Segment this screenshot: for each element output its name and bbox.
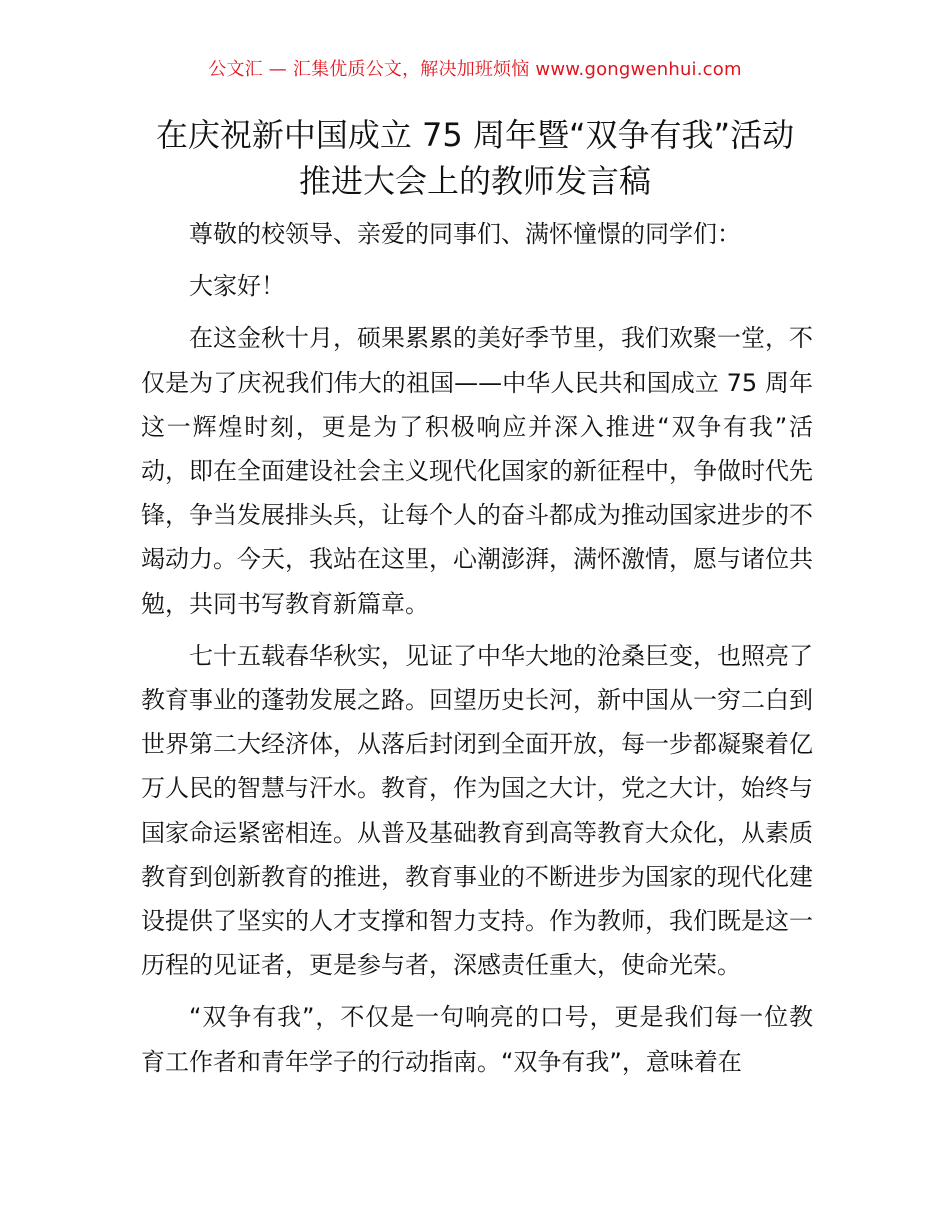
salutation: 尊敬的校领导、亲爱的同事们、满怀憧憬的同学们： — [189, 220, 741, 248]
title-line-1: 在庆祝新中国成立 75 周年暨“双争有我”活动 — [155, 116, 795, 154]
site-banner[interactable]: 公文汇 — 汇集优质公文，解决加班烦恼 www.gongwenhui.com — [208, 59, 742, 80]
document-body — [141, 212, 813, 1092]
paragraph: 在这金秋十月，硕果累累的美好季节里，我们欢聚一堂，不仅是为了庆祝我们伟大的祖国——中华人民共和国成立 75 周年这一辉煌时刻，更是为了积极响应并深入推进“双争有我”活动，即在全面建设社会主义现代化国家的新征程中，争做时代先锋，争当发展排头兵，让每个人的奋斗都成为推动国家进步的不竭动力。今天，我站在这里，心潮澎湃，满怀激情，愿与诸位共勉，共同书写教育新篇章。 — [141, 324, 813, 618]
document-title — [60, 112, 890, 204]
title-line-2: 推进大会上的教师发言稿 — [298, 162, 651, 200]
greeting: 大家好！ — [189, 272, 285, 301]
paragraph: “双争有我”，不仅是一句响亮的口号，更是我们每一位教育工作者和青年学子的行动指南。“双争有我”，意味着在 — [141, 1003, 813, 1076]
paragraph: 七十五载春华秋实，见证了中华大地的沧桑巨变，也照亮了教育事业的蓬勃发展之路。回望历史长河，新中国从一穷二白到世界第二大经济体，从落后封闭到全面开放，每一步都凝聚着亿万人民的智慧与汗水。教育，作为国之大计，党之大计，始终与国家命运紧密相连。从普及基础教育到高等教育大众化，从素质教育到创新教育的推进，教育事业的不断进步为国家的现代化建设提供了坚实的人才支撑和智力支持。作为教师，我们既是这一历程的见证者，更是参与者，深感责任重大，使命光荣。 — [141, 641, 813, 980]
